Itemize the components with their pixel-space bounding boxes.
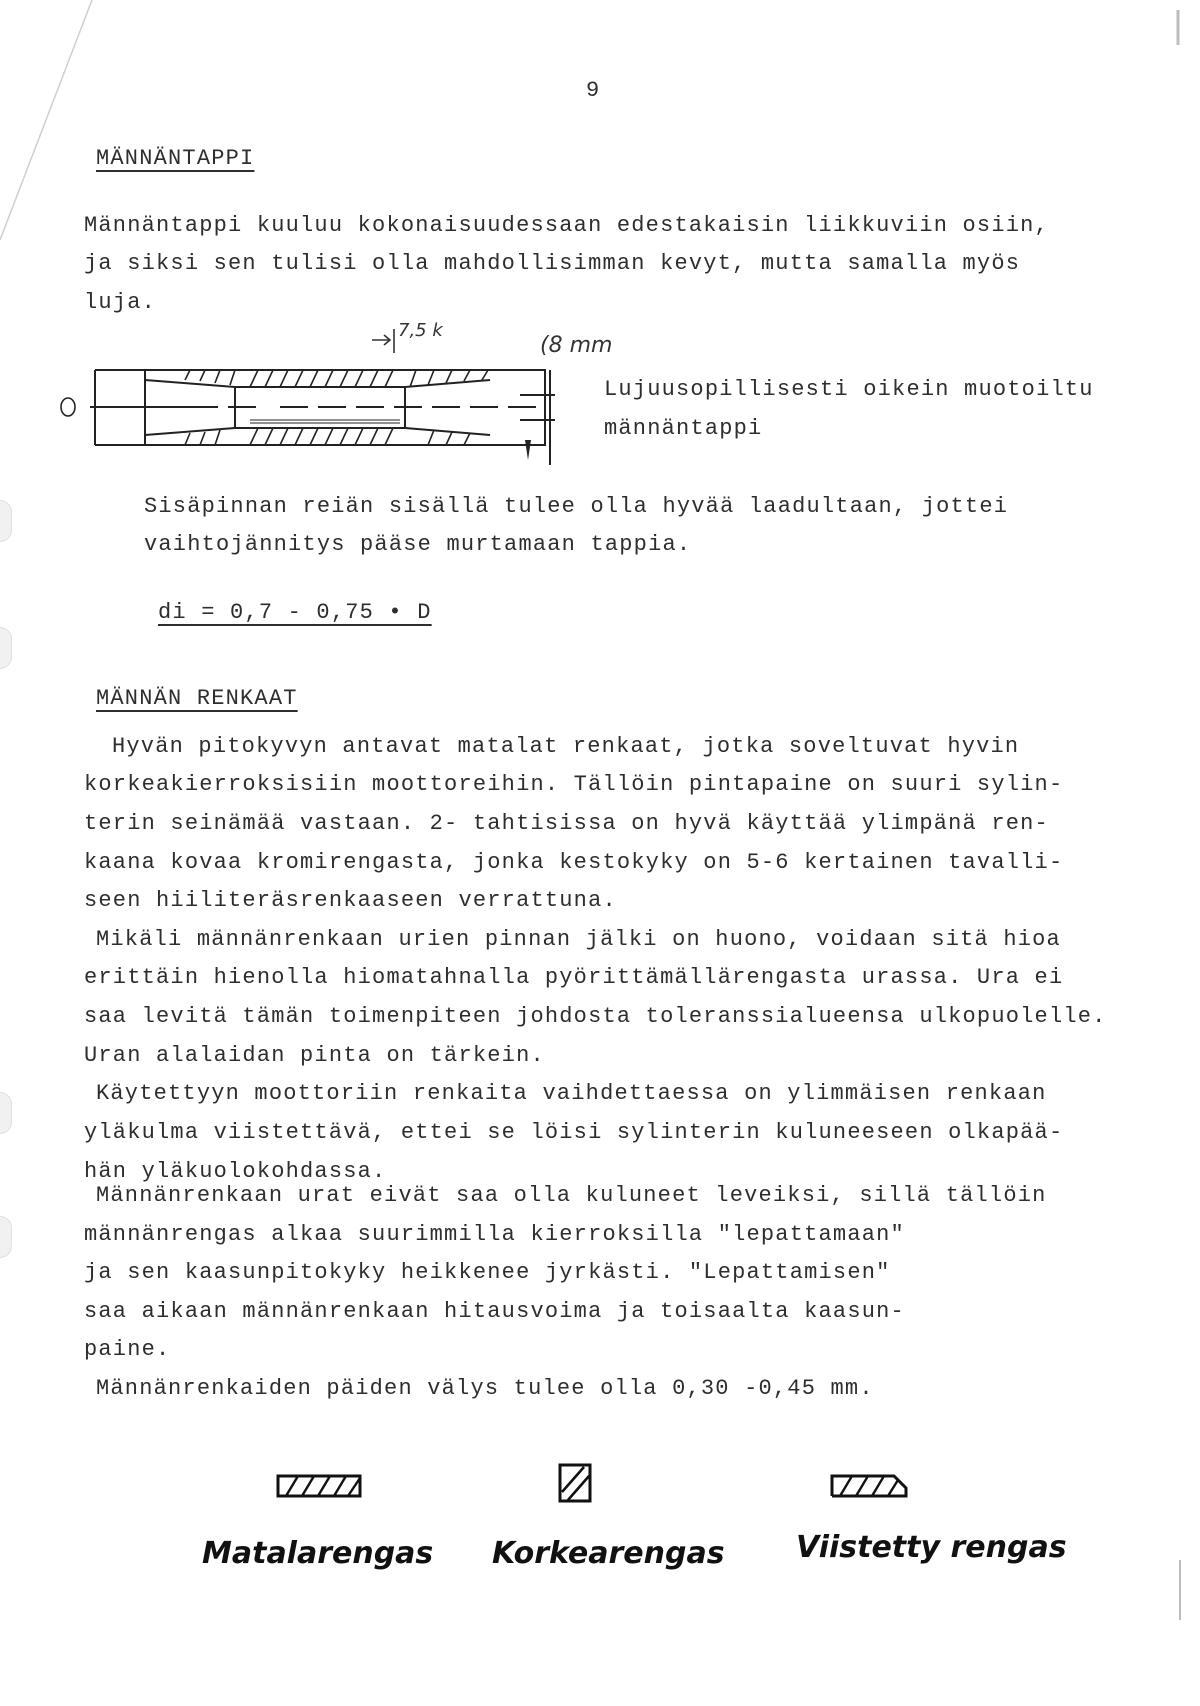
paragraph-line: ja siksi sen tulisi olla mahdollisimman kevyt, mutta samalla myös — [84, 251, 1021, 276]
formula: di = 0,7 - 0,75 • D — [158, 600, 432, 625]
ring-label-flat: Matalarengas — [202, 1536, 434, 1571]
paragraph-line: saa levitä tämän toimenpiteen johdosta toleranssialueensa ulkopuolelle. — [84, 1004, 1107, 1029]
paragraph-line: Mikäli männänrenkaan urien pinnan jälki on huono, voidaan sitä hioa — [96, 927, 1061, 952]
paragraph-line: kaana kovaa kromirengasta, jonka kestokyky on 5-6 kertainen tavalli- — [84, 850, 1064, 875]
paragraph-line: yläkulma viistettävä, ettei se löisi sylinterin kuluneeseen olkapää- — [84, 1120, 1064, 1145]
paragraph-line: hän yläkuolokohdassa. — [84, 1159, 387, 1184]
section-heading-mannan-renkaat: MÄNNÄN RENKAAT — [96, 686, 298, 711]
annotation-8mm: (8 mm — [540, 333, 613, 358]
paragraph-line: Uran alalaidan pinta on tärkein. — [84, 1043, 545, 1068]
paragraph-line: Männänrenkaan urat eivät saa olla kuluneet leveiksi, sillä tällöin — [96, 1183, 1047, 1208]
paragraph-line: paine. — [84, 1337, 171, 1362]
paragraph-line: erittäin hienolla hiomatahnalla pyörittämällärengasta urassa. Ura ei — [84, 965, 1064, 990]
paragraph-line: saa aikaan männänrenkaan hitausvoima ja toisaalta kaasun- — [84, 1299, 905, 1324]
paragraph-line: seen hiiliteräsrenkaaseen verrattuna. — [84, 888, 617, 913]
paragraph-line: luja. — [84, 290, 157, 315]
flat-ring-cross-section — [276, 1470, 366, 1502]
paragraph-line: männänrengas alkaa suurimmilla kierroksilla "lepattamaan" — [84, 1222, 905, 1247]
ring-label-high: Korkearengas — [492, 1536, 725, 1571]
section-heading-mannantappi: MÄNNÄNTAPPI — [96, 146, 255, 171]
paragraph-line: korkeakierroksisiin moottoreihin. Tällöin pintapaine on suuri sylin- — [84, 772, 1064, 797]
paragraph-line: Männänrenkaiden päiden välys tulee olla 0,30 -0,45 mm. — [96, 1376, 874, 1401]
figure-caption-line: männäntappi — [604, 416, 763, 441]
page-number: 9 — [586, 78, 601, 103]
paragraph-line: ja sen kaasunpitokyky heikkenee jyrkästi. "Lepattamisen" — [84, 1260, 891, 1285]
annotation-7-5: 7,5 k — [398, 320, 443, 341]
figure-caption-line: Lujuusopillisesti oikein muotoiltu — [604, 377, 1094, 402]
paragraph-line: terin seinämää vastaan. 2- tahtisissa on hyvä käyttää ylimpänä ren- — [84, 811, 1049, 836]
paragraph-line: Hyvän pitokyvyn antavat matalat renkaat, jotka soveltuvat hyvin — [112, 734, 1020, 759]
ring-label-chamfered: Viistetty rengas — [796, 1530, 1067, 1565]
paragraph-line: Männäntappi kuuluu kokonaisuudessaan edestakaisin liikkuviin osiin, — [84, 213, 1049, 238]
paragraph-line: Käytettyyn moottoriin renkaita vaihdettaessa on ylimmäisen renkaan — [96, 1081, 1047, 1106]
chamfered-ring-cross-section — [830, 1470, 910, 1502]
high-ring-cross-section — [556, 1462, 596, 1504]
paragraph-line: vaihtojännitys pääse murtamaan tappia. — [144, 532, 692, 557]
piston-pin-drawing — [50, 325, 570, 465]
paragraph-line: Sisäpinnan reiän sisällä tulee olla hyvää laadultaan, jottei — [144, 494, 1009, 519]
